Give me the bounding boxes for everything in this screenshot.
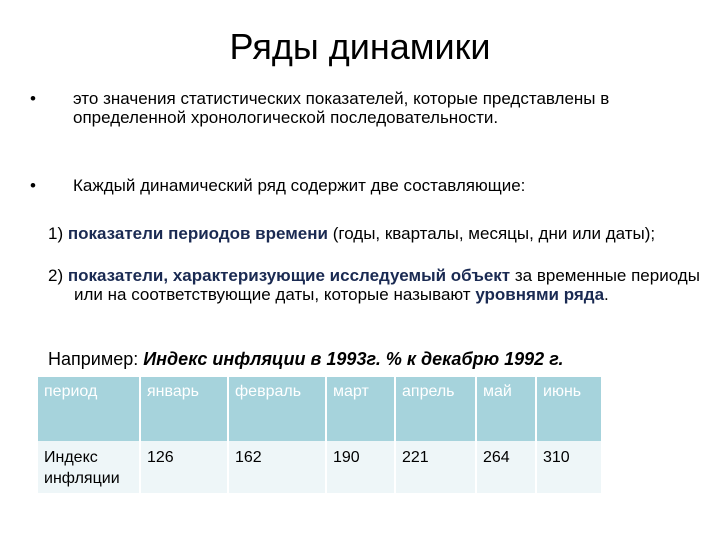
table-header-row (38, 377, 601, 441)
table-cell: 162 (229, 441, 325, 493)
bullet-text: Каждый динамический ряд содержит две составляющие: (73, 176, 526, 195)
example-caption (48, 349, 564, 370)
table-cell: 190 (327, 441, 394, 493)
bullet-text: это значения статистических показателей, которые представлены в определенной хронологической последовательности. (73, 89, 610, 127)
table-header-cell: февраль (229, 377, 325, 441)
bullet-marker: • (30, 176, 36, 195)
item-highlight-levels: уровнями ряда (475, 285, 605, 304)
inflation-table (36, 377, 603, 493)
table-cell: 264 (477, 441, 535, 493)
item-highlight: показатели, характеризующие исследуемый объект (67, 266, 511, 285)
example-prefix: Например: (48, 349, 144, 369)
bullet-marker: • (30, 89, 36, 108)
table-row (38, 441, 601, 493)
table-cell: 126 (141, 441, 227, 493)
item-number: 2) (48, 266, 68, 285)
table-cell: 221 (396, 441, 475, 493)
item-number: 1) (48, 224, 68, 243)
table-header-cell: апрель (396, 377, 475, 441)
component-item-1 (48, 224, 714, 243)
example-emphasis: Индекс инфляции в 1993г. % к декабрю 1992 г. (143, 349, 564, 369)
item-text: за временные периоды или на соответствующие даты, которые называют (74, 266, 700, 304)
table-cell: 310 (537, 441, 601, 493)
table-header-cell: июнь (537, 377, 601, 441)
component-item-2 (48, 266, 714, 304)
slide-title: Ряды динамики (229, 26, 491, 67)
table-header-cell: май (477, 377, 535, 441)
table-header-cell: период (38, 377, 139, 441)
item-text: (годы, кварталы, месяцы, дни или даты); (327, 224, 656, 243)
table-header-cell: март (327, 377, 394, 441)
item-end: . (604, 285, 609, 304)
table-header-cell: январь (141, 377, 227, 441)
item-highlight: показатели периодов времени (67, 224, 328, 243)
table-cell-label: Индекс инфляции (38, 441, 139, 493)
